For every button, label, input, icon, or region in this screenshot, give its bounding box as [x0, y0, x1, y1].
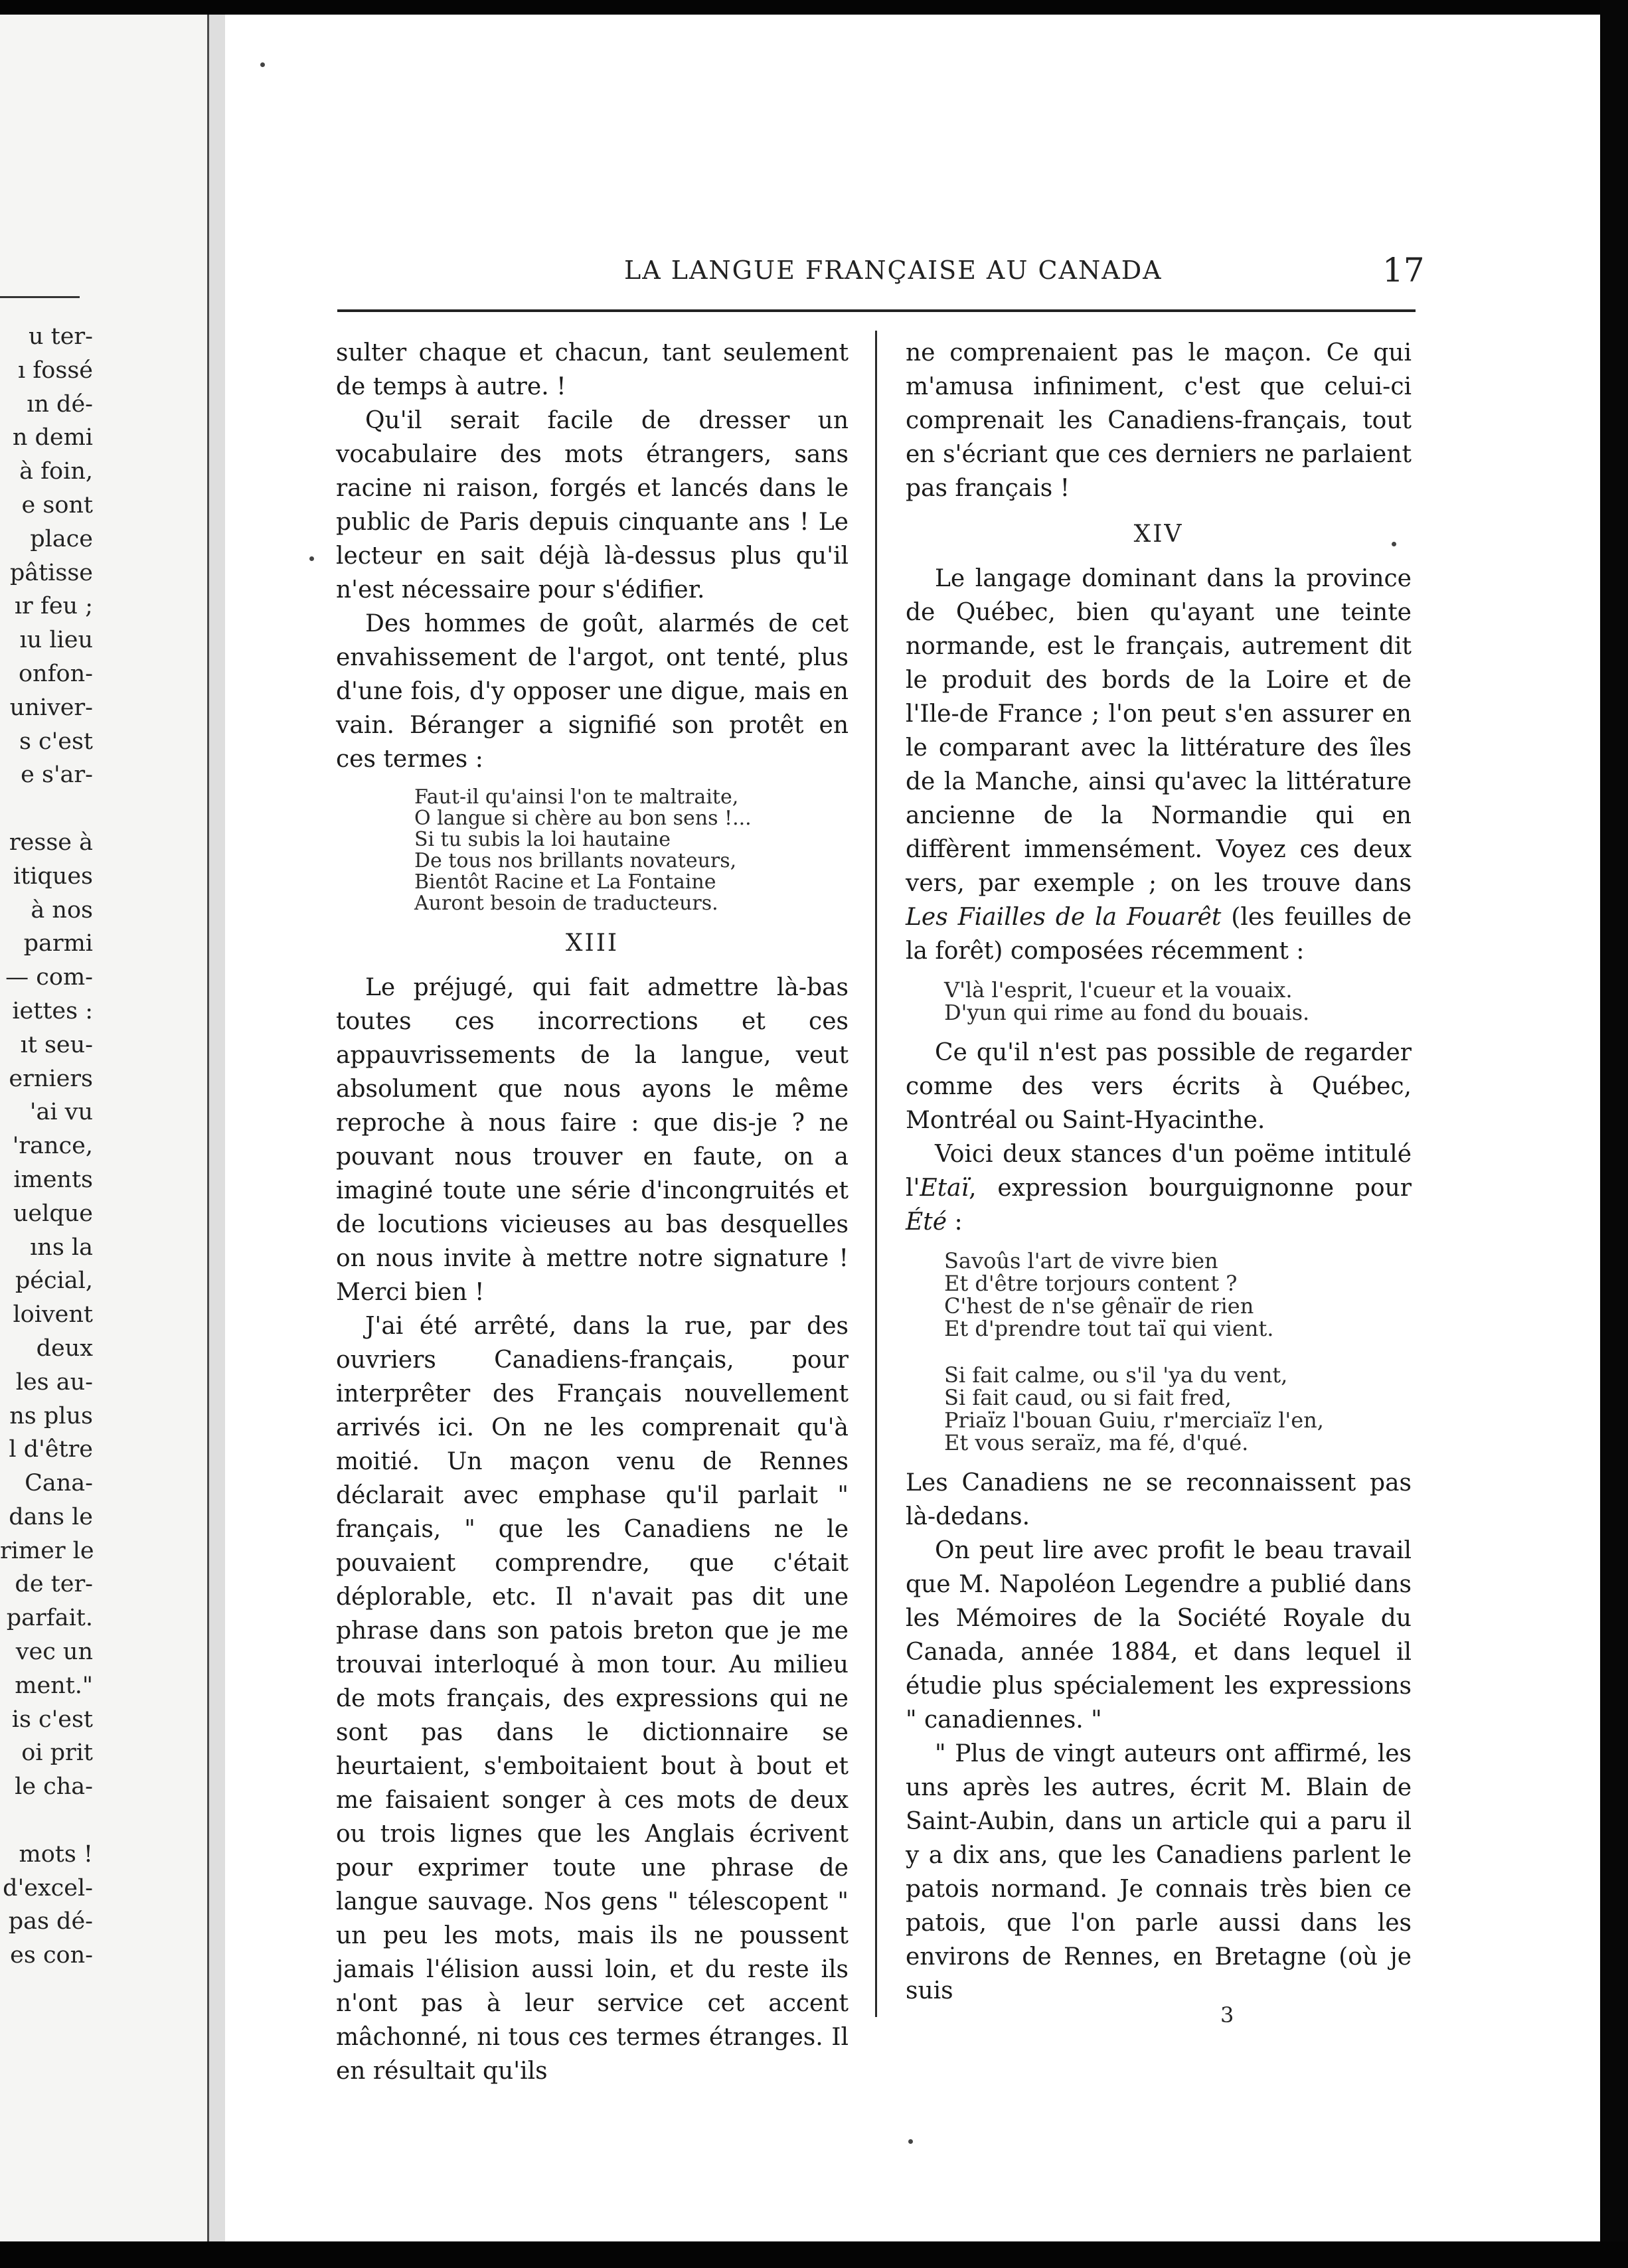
text-run: , expression bourguignonne pour — [969, 1174, 1412, 1202]
stanza-gap — [944, 1340, 1412, 1364]
fragment-line: à foin, — [19, 458, 93, 485]
facing-page-text — [0, 320, 93, 1973]
facing-page-rule — [0, 296, 80, 298]
scan-border-top — [0, 0, 1628, 15]
paragraph: J'ai été arrêté, dans la rue, par des ouvriers Canadiens-français, pour interprêter des Français nouvellement arrivés ici. On ne les comprenait qu'à moitié. Un maçon venu de Rennes déclarait avec emphase qu'il parlait " français, " que les Canadiens ne le pouvaient comprendre, que c'était déplorable, etc. Il n'avait pas dit une phrase dans son patois breton que je me trouvai interloqué à mon tour. Au milieu de mots français, des expressions qui ne sont pas dans le dictionnaire se heurtaient, s'emboitaient bout à bout et me faisaient songer à ces mots de deux ou trois lignes que les Anglais écrivent pour exprimer toute une phrase de langue sauvage. Nos gens " télescopent " un peu les mots, mais ils ne poussent jamais l'élision aussi loin, et du reste ils n'ont pas à leur service cet accent mâchonné, ni tous ces termes étranges. Il en résultait qu'ils — [336, 1313, 849, 2085]
fragment-line: parfait. — [6, 1605, 93, 1632]
paragraph — [906, 562, 1412, 968]
fragment-line: place — [30, 525, 93, 552]
verse-line: Savoûs l'art de vivre bien — [944, 1248, 1218, 1273]
verse-line: Auront besoin de traducteurs. — [414, 892, 718, 915]
fragment-line — [0, 1804, 93, 1838]
fragment-line: mots ! — [19, 1840, 93, 1868]
fragment-line: ın dé- — [27, 390, 93, 418]
scan-speck — [908, 2139, 913, 2144]
scan-border-bottom — [0, 2241, 1628, 2268]
verse-line: O langue si chère au bon sens !... — [414, 807, 752, 830]
fragment-line: dans le — [9, 1503, 93, 1530]
fragment-line: loivent — [13, 1301, 93, 1329]
facing-page-fragment — [0, 15, 209, 2241]
fragment-line: deux — [36, 1335, 93, 1362]
fragment-line: Cana- — [25, 1470, 93, 1497]
verse-line: Et vous seraïz, ma fé, d'qué. — [944, 1430, 1249, 1455]
fragment-line: 'rance, — [12, 1133, 93, 1160]
fragment-line: s c'est — [19, 728, 93, 755]
scan-speck — [1392, 542, 1396, 546]
fragment-line: resse à — [9, 829, 93, 856]
verse-line: V'là l'esprit, l'cueur et la vouaix. — [944, 977, 1293, 1003]
paragraph: Le préjugé, qui fait admettre là-bas toutes ces incorrections et ces appauvrissements de la langue, veut absolument que nous ayons le même reproche à nous faire : que dis-je ? ne pouvant nous trouver en faute, on a imaginé toute une série d'incongruités et de locutions vicieuses au bas desquelles on nous invite à mettre notre signature ! Merci bien ! — [336, 974, 849, 1306]
italic-title: Les Fiailles de la Fouarêt — [906, 904, 1222, 931]
fragment-line: iettes : — [12, 997, 93, 1024]
paragraph: On peut lire avec profit le beau travail que M. Napoléon Legendre a publié dans les Mémoires de la Société Royale du Canada, année 1884, et dans lequel il étudie plus spécialement les expressions " canadiennes. " — [906, 1537, 1412, 1734]
paragraph: ne comprenaient pas le maçon. Ce qui m'amusa infiniment, c'est que celui-ci comprenait les Canadiens-français, tout en s'écriant que ces derniers ne parlaient pas français ! — [906, 339, 1412, 502]
burgundian-stanzas — [906, 1250, 1412, 1454]
paragraph: sulter chaque et chacun, tant seulement de temps à autre. ! — [336, 339, 849, 400]
fragment-line: pécial, — [15, 1267, 93, 1295]
paragraph: " Plus de vingt auteurs ont affirmé, les uns après les autres, écrit M. Blain de Saint-Aubin, dans un article qui a paru il y a dix ans, que les Canadiens parlent le patois normand. Je connais très bien ce patois, que l'on parle aussi dans les environs de Rennes, en Bretagne (où je suis — [906, 1740, 1412, 2004]
fragment-line: e sont — [21, 491, 93, 519]
fragment-line: 'ai vu — [29, 1099, 93, 1126]
fragment-line: es con- — [10, 1942, 93, 1969]
left-column — [336, 336, 849, 2088]
verse-line: Faut-il qu'ainsi l'on te maltraite, — [414, 785, 739, 809]
page-number: 17 — [1382, 251, 1425, 289]
fragment-line: les au- — [15, 1368, 93, 1396]
text-run: : — [947, 1208, 963, 1236]
book-gutter — [209, 15, 225, 2241]
column-divider — [875, 331, 877, 2017]
fragment-line: is c'est — [11, 1706, 93, 1733]
right-column — [906, 336, 1412, 2008]
fragment-line: rimer le — [0, 1537, 94, 1564]
verse-line: Et d'être torjours content ? — [944, 1271, 1238, 1296]
header-rule — [337, 309, 1416, 312]
verse-line: Bientôt Racine et La Fontaine — [414, 870, 716, 894]
fragment-line: ıu lieu — [19, 627, 93, 654]
running-title: LA LANGUE FRANÇAISE AU CANADA — [624, 256, 1163, 285]
fragment-line: ır feu ; — [14, 593, 93, 620]
scan-speck — [260, 62, 265, 67]
section-heading-xiv: XIV — [1133, 521, 1184, 548]
norman-verse — [906, 979, 1412, 1024]
fragment-line: iments — [13, 1166, 93, 1193]
fragment-line: pâtisse — [9, 559, 93, 586]
fragment-line: pas dé- — [8, 1908, 93, 1935]
fragment-line: ı fossé — [18, 357, 93, 384]
fragment-line — [0, 792, 93, 826]
fragment-line: u ter- — [28, 323, 93, 350]
paragraph — [906, 1137, 1412, 1239]
verse-line: De tous nos brillants novateurs, — [414, 849, 737, 872]
fragment-line: ıt seu- — [20, 1031, 93, 1058]
verse-line: Si fait calme, ou s'il 'ya du vent, — [944, 1362, 1288, 1388]
verse-line: C'hest de n'se gênaïr de rien — [944, 1293, 1254, 1319]
signature-mark: 3 — [1220, 2002, 1234, 2028]
verse-line: D'yun qui rime au fond du bouais. — [944, 1000, 1310, 1025]
fragment-line: uelque — [13, 1200, 93, 1227]
verse-line: Si fait caud, ou si fait fred, — [944, 1385, 1232, 1410]
verse-line: Si tu subis la loi hautaine — [414, 828, 671, 851]
scan-speck — [309, 556, 314, 561]
text-run: Voici deux stances d'un poëme intitulé l' — [906, 1141, 1412, 1202]
fragment-line: d'excel- — [3, 1874, 93, 1902]
fragment-line: n demi — [12, 424, 93, 451]
italic-word: Été — [906, 1208, 947, 1236]
fragment-line: vec un — [15, 1639, 93, 1666]
fragment-line: l d'être — [9, 1436, 93, 1463]
fragment-line: ıns la — [30, 1234, 93, 1261]
paragraph: Des hommes de goût, alarmés de cet envahissement de l'argot, ont tenté, plus d'une fois, d'y opposer une digue, mais en vain. Béranger a signifié son protêt en ces termes : — [336, 610, 849, 773]
fragment-line: de ter- — [15, 1571, 93, 1598]
paragraph: Les Canadiens ne se reconnaissent pas là-dedans. — [906, 1469, 1412, 1530]
fragment-line: à nos — [31, 896, 93, 924]
beranger-verse — [336, 787, 849, 914]
fragment-line: parmi — [23, 930, 93, 957]
fragment-line: oi prit — [21, 1740, 93, 1767]
verse-line: Priaïz l'bouan Guiu, r'merciaïz l'en, — [944, 1408, 1324, 1433]
paragraph: Ce qu'il n'est pas possible de regarder comme des vers écrits à Québec, Montréal ou Saint-Hyacinthe. — [906, 1039, 1412, 1134]
paragraph: Qu'il serait facile de dresser un vocabulaire des mots étrangers, sans racine ni raison, forgés et lancés dans le public de Paris depuis cinquante ans ! Le lecteur en sait déjà là-dessus plus qu'il n'est nécessaire pour s'édifier. — [336, 407, 849, 604]
section-heading-xiii: XIII — [565, 930, 619, 957]
text-run: (les feuilles de la forêt) composées récemment : — [906, 904, 1412, 965]
text-run: Le langage dominant dans la province de Québec, bien qu'ayant une teinte normande, est le français, autrement dit le produit des bords de la Loire et de l'Ile-de France ; l'on peut s'en assurer en le comparant avec la littérature des îles de la Manche, ainsi qu'avec la littérature ancienne de la Normandie qui en diffèrent immensément. Voyez ces deux vers, par exemple ; on les trouve dans — [906, 565, 1412, 897]
scan-border-right — [1600, 0, 1628, 2268]
fragment-line: — com- — [5, 964, 93, 991]
fragment-line: e s'ar- — [21, 762, 93, 789]
italic-word: Etaï — [920, 1174, 969, 1202]
fragment-line: ment." — [15, 1672, 93, 1699]
fragment-line: onfon- — [18, 660, 93, 687]
fragment-line: univer- — [9, 694, 93, 721]
fragment-line: itiques — [13, 862, 93, 890]
fragment-line: erniers — [9, 1065, 93, 1092]
fragment-line: ns plus — [9, 1402, 93, 1429]
fragment-line: le cha- — [15, 1773, 93, 1801]
verse-line: Et d'prendre tout taï qui vient. — [944, 1316, 1274, 1341]
